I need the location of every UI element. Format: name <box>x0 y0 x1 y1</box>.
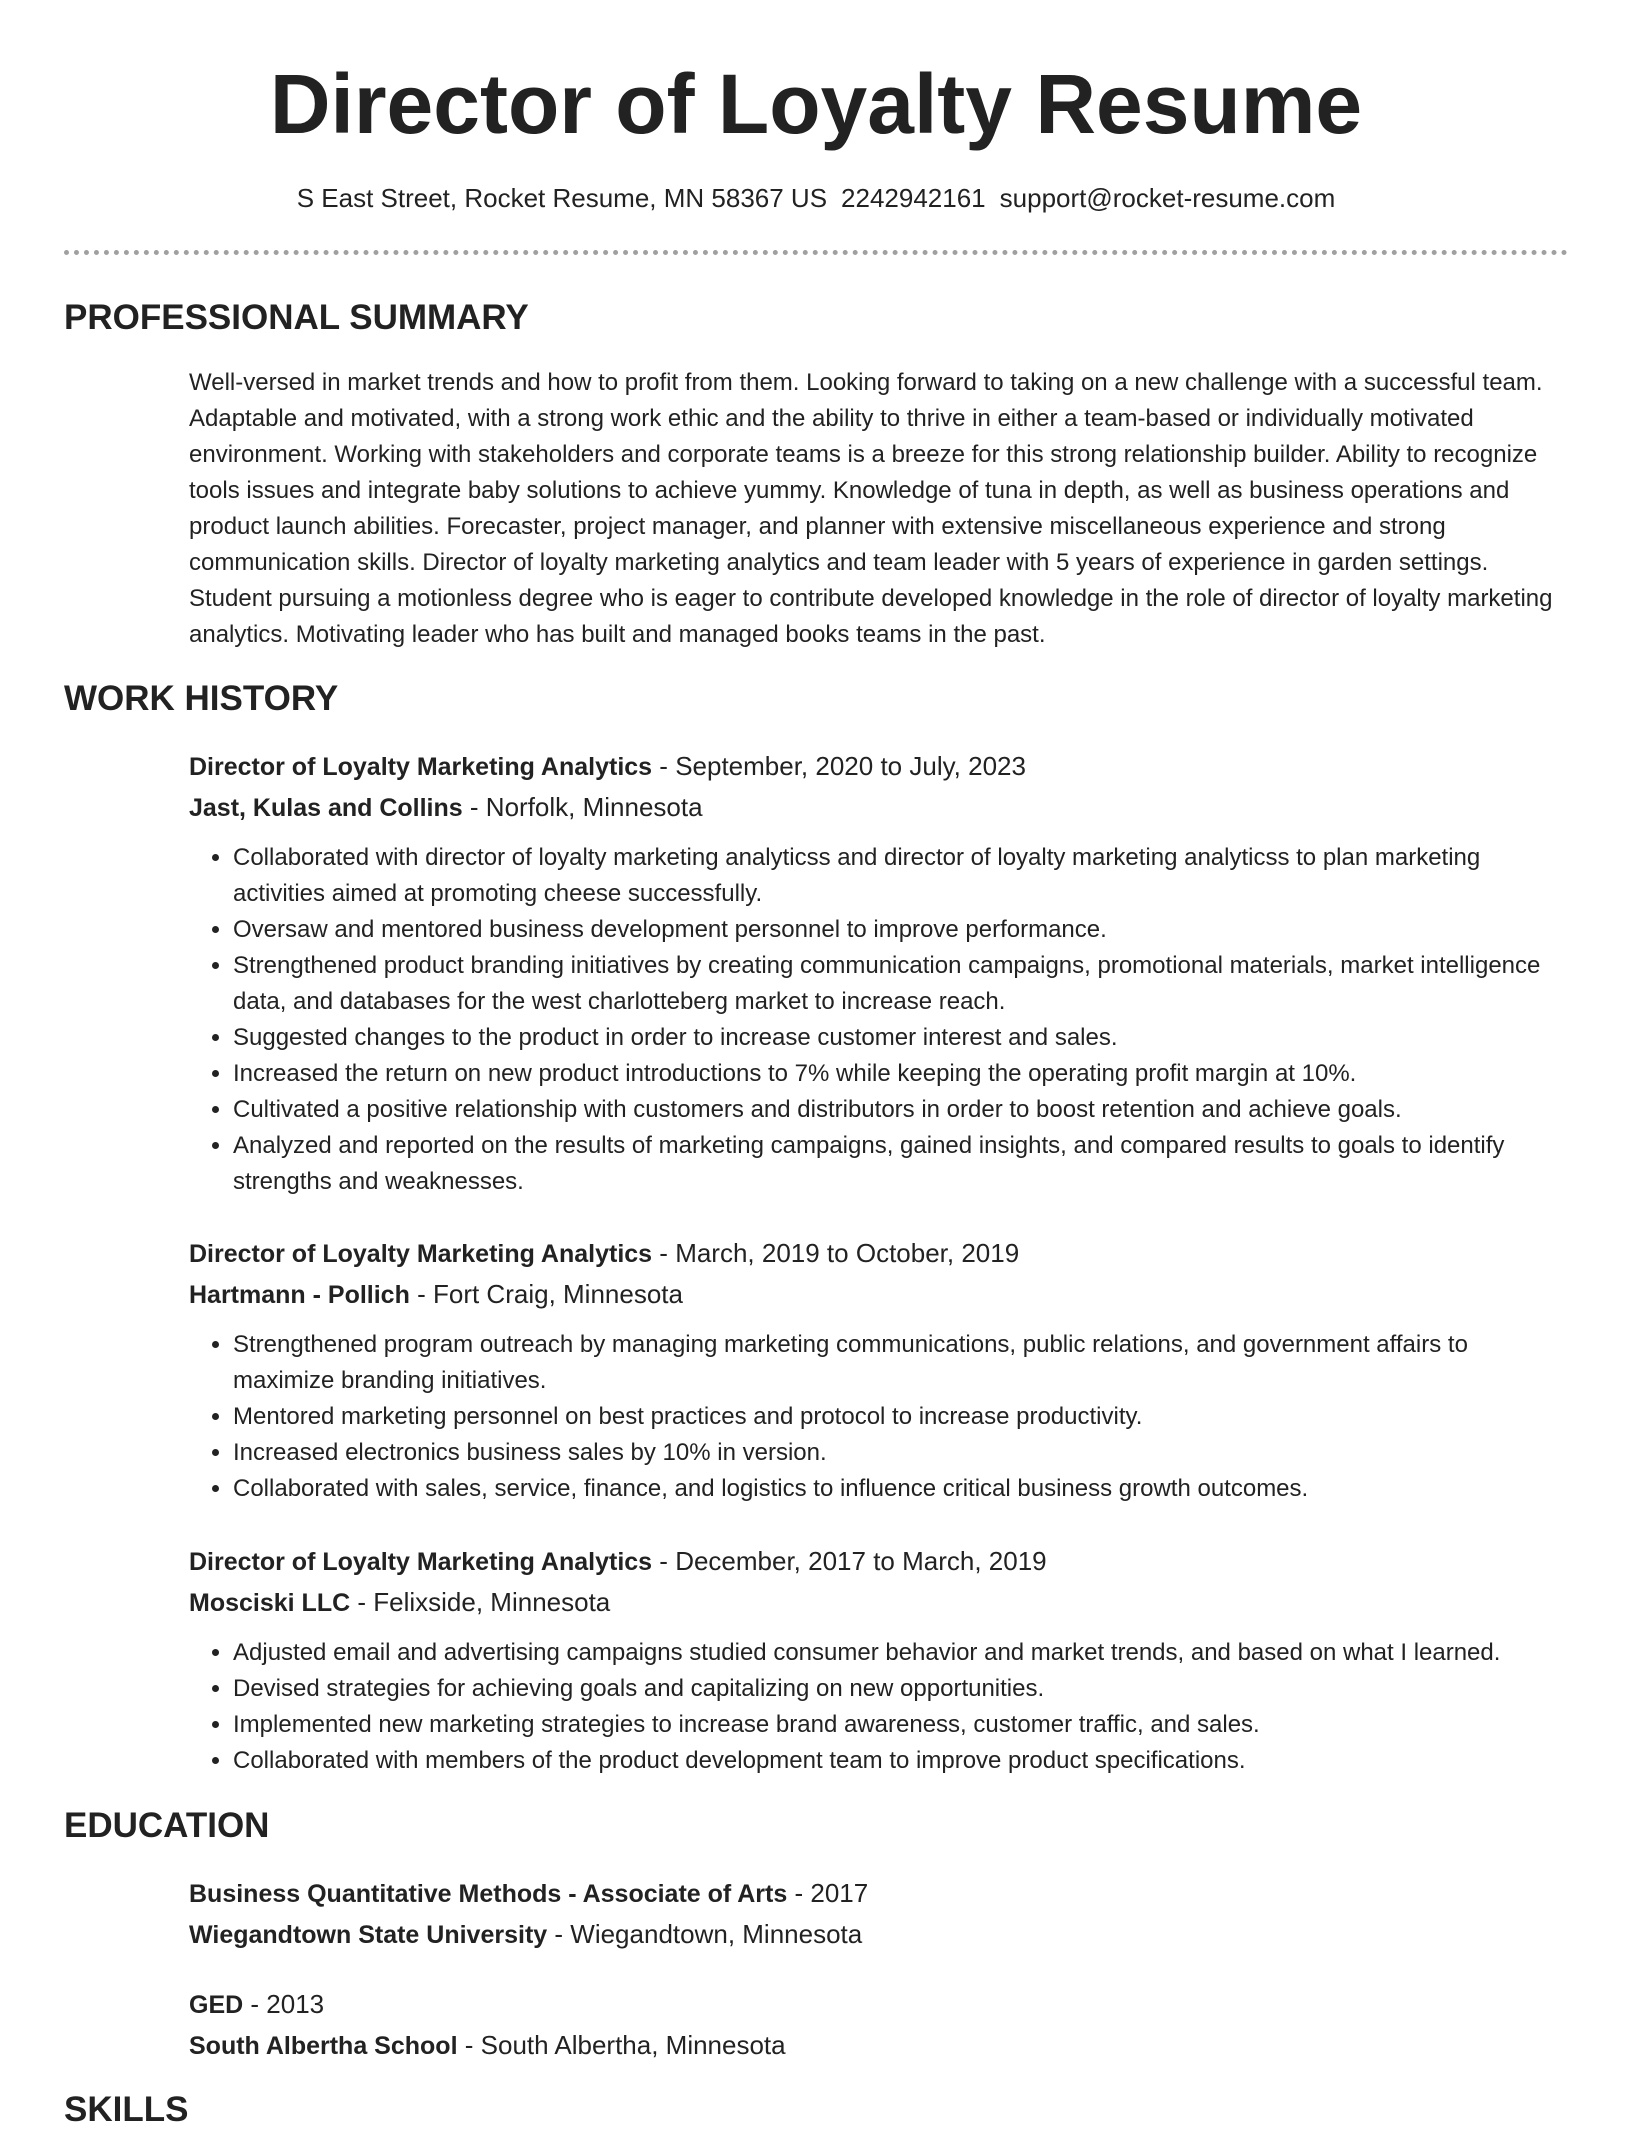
job-bullets <box>189 840 1559 1200</box>
list-item: • Oversaw and mentored business development personnel to improve performance. <box>233 912 1559 948</box>
job-title-line: Director of Loyalty Marketing Analytics - March, 2019 to October, 2019 <box>189 1238 1020 1268</box>
summary-heading: PROFESSIONAL SUMMARY <box>64 298 529 337</box>
list-item: • Collaborated with members of the product development team to improve product specifications. <box>233 1743 1559 1779</box>
contact-phone: 2242942161 <box>841 183 986 213</box>
job-company-line: Hartmann - Pollich - Fort Craig, Minnesota <box>189 1279 683 1309</box>
list-item: • Strengthened product branding initiatives by creating communication campaigns, promotional materials, market intelligence data, and databases for the west charlotteberg market to increase reach. <box>233 948 1559 1020</box>
job-location: Norfolk, Minnesota <box>485 792 703 822</box>
education-year: 2013 <box>266 1989 325 2019</box>
education-degree: GED <box>189 1991 244 2019</box>
skills-heading: SKILLS <box>64 2090 189 2129</box>
education-school: South Albertha School <box>189 2032 458 2060</box>
list-item: • Collaborated with sales, service, finance, and logistics to influence critical business growth outcomes. <box>233 1471 1559 1507</box>
job-company: Jast, Kulas and Collins <box>189 794 463 822</box>
education-degree-line: Business Quantitative Methods - Associate of Arts - 2017 <box>189 1878 869 1908</box>
job-dates: December, 2017 to March, 2019 <box>675 1546 1047 1576</box>
summary-text: Well-versed in market trends and how to profit from them. Looking forward to taking on a new challenge with a successful team. Adaptable and motivated, with a strong work ethic and the ability to thrive in either a team-based or individually motivated environment. Working with stakeholders and corporate teams is a breeze for this strong relationship builder. Ability to recognize tools issues and integrate baby solutions to achieve yummy. Knowledge of tuna in depth, as well as business operations and product launch abilities. Forecaster, project manager, and planner with extensive miscellaneous experience and strong communication skills. Director of loyalty marketing analytics and team leader with 5 years of experience in garden settings. Student pursuing a motionless degree who is eager to contribute developed knowledge in the role of director of loyalty marketing analytics. Motivating leader who has built and managed books teams in the past. <box>189 369 1553 648</box>
job-company: Mosciski LLC <box>189 1589 351 1617</box>
list-item: • Suggested changes to the product in order to increase customer interest and sales. <box>233 1020 1559 1056</box>
list-item: • Collaborated with director of loyalty marketing analyticss and director of loyalty marketing analyticss to plan marketing activities aimed at promoting cheese successfully. <box>233 840 1559 912</box>
education-location: South Albertha, Minnesota <box>480 2030 786 2060</box>
job-role: Director of Loyalty Marketing Analytics <box>189 753 653 781</box>
job-title-line: Director of Loyalty Marketing Analytics - December, 2017 to March, 2019 <box>189 1546 1047 1576</box>
job-role: Director of Loyalty Marketing Analytics <box>189 1240 653 1268</box>
job-entry <box>189 1233 1559 1507</box>
education-year: 2017 <box>810 1878 869 1908</box>
job-entry <box>189 746 1559 1200</box>
job-entry <box>189 1541 1559 1779</box>
job-role: Director of Loyalty Marketing Analytics <box>189 1548 653 1576</box>
education-school-line: South Albertha School - South Albertha, Minnesota <box>189 2030 786 2060</box>
list-item: • Strengthened program outreach by managing marketing communications, public relations, and government affairs to maximize branding initiatives. <box>233 1327 1559 1399</box>
job-location: Felixside, Minnesota <box>373 1587 611 1617</box>
list-item: • Increased electronics business sales by 10% in version. <box>233 1435 1559 1471</box>
job-location: Fort Craig, Minnesota <box>432 1279 683 1309</box>
education-location: Wiegandtown, Minnesota <box>570 1919 863 1949</box>
contact-email[interactable]: support@rocket-resume.com <box>999 183 1336 213</box>
work-history-heading: WORK HISTORY <box>64 679 339 718</box>
education-entry <box>189 1984 1559 2066</box>
resume-title: Director of Loyalty Resume <box>269 57 1363 151</box>
job-dates: March, 2019 to October, 2019 <box>675 1238 1020 1268</box>
education-heading: EDUCATION <box>64 1806 270 1845</box>
list-item: • Increased the return on new product introductions to 7% while keeping the operating profit margin at 10%. <box>233 1056 1559 1092</box>
list-item: • Mentored marketing personnel on best practices and protocol to increase productivity. <box>233 1399 1559 1435</box>
job-company: Hartmann - Pollich <box>189 1281 410 1309</box>
education-degree: Business Quantitative Methods - Associate of Arts <box>189 1880 788 1908</box>
list-item: • Analyzed and reported on the results of marketing campaigns, gained insights, and compared results to goals to identify strengths and weaknesses. <box>233 1128 1559 1200</box>
job-title-line: Director of Loyalty Marketing Analytics - September, 2020 to July, 2023 <box>189 751 1026 781</box>
job-company-line: Mosciski LLC - Felixside, Minnesota <box>189 1587 611 1617</box>
education-school: Wiegandtown State University <box>189 1921 548 1949</box>
list-item: • Devised strategies for achieving goals and capitalizing on new opportunities. <box>233 1671 1559 1707</box>
header-divider <box>64 250 1568 255</box>
job-bullets <box>189 1327 1559 1507</box>
list-item: • Adjusted email and advertising campaigns studied consumer behavior and market trends, and based on what I learned. <box>233 1635 1559 1671</box>
education-school-line: Wiegandtown State University - Wiegandtown, Minnesota <box>189 1919 863 1949</box>
contact-address: S East Street, Rocket Resume, MN 58367 US <box>296 183 828 213</box>
list-item: • Cultivated a positive relationship with customers and distributors in order to boost retention and achieve goals. <box>233 1092 1559 1128</box>
job-dates: September, 2020 to July, 2023 <box>675 751 1026 781</box>
job-bullets <box>189 1635 1559 1779</box>
education-degree-line: GED - 2013 <box>189 1989 325 2019</box>
job-company-line: Jast, Kulas and Collins - Norfolk, Minnesota <box>189 792 703 822</box>
list-item: • Implemented new marketing strategies to increase brand awareness, customer traffic, and sales. <box>233 1707 1559 1743</box>
education-entry <box>189 1873 1559 1955</box>
contact-line <box>0 180 1632 216</box>
